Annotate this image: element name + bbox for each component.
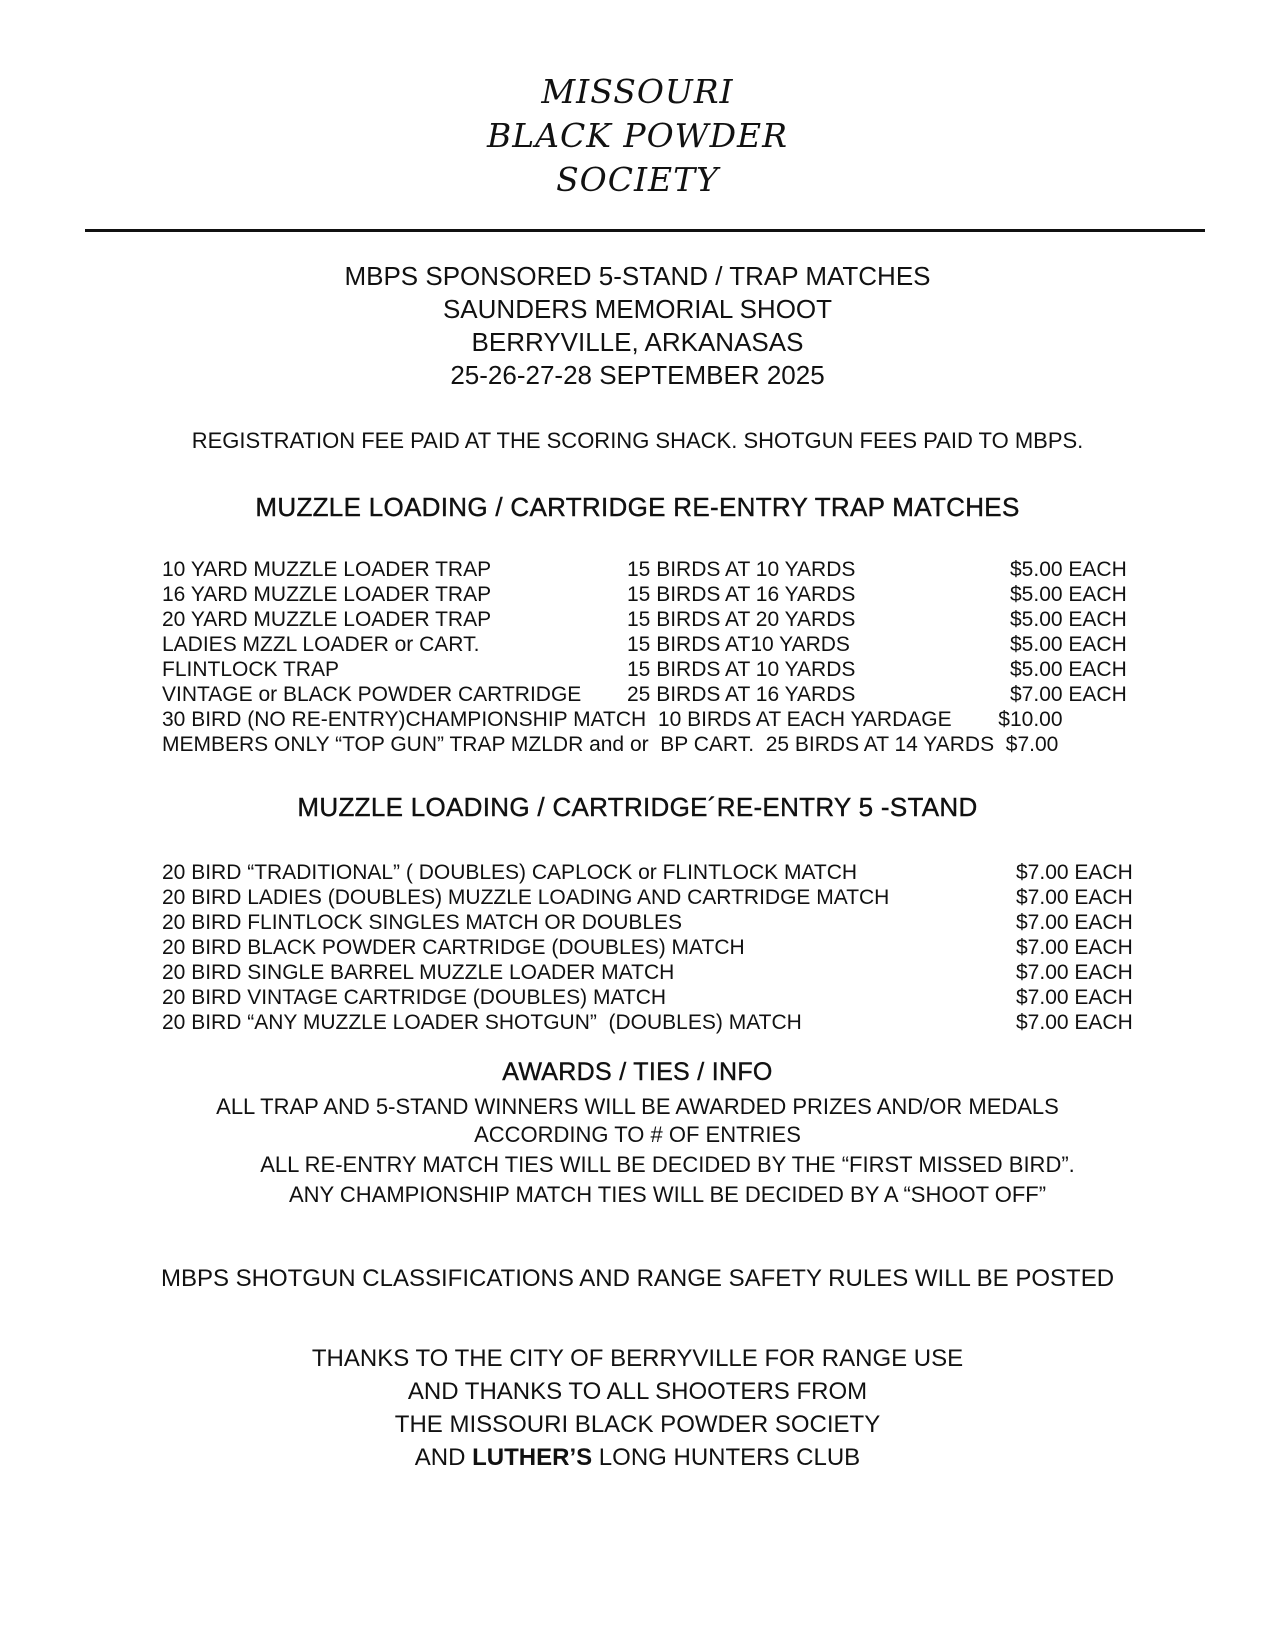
- trap-event: LADIES MZZL LOADER or CART.: [162, 633, 480, 656]
- trap-birds: 15 BIRDS AT10 YARDS: [627, 633, 850, 656]
- five-stand-fee: $7.00 EACH: [1016, 886, 1133, 909]
- event-line: MBPS SPONSORED 5-STAND / TRAP MATCHES: [344, 261, 931, 291]
- five-stand-event: 20 BIRD “TRADITIONAL” ( DOUBLES) CAPLOCK or FLINTLOCK MATCH: [162, 861, 858, 884]
- five-stand-heading: MUZZLE LOADING / CARTRIDGE´RE-ENTRY 5 -STAND: [297, 792, 978, 822]
- five-stand-event: 20 BIRD “ANY MUZZLE LOADER SHOTGUN” (DOUBLES) MATCH: [162, 1011, 802, 1034]
- five-stand-fee: $7.00 EACH: [1016, 911, 1133, 934]
- trap-event: 10 YARD MUZZLE LOADER TRAP: [162, 558, 492, 581]
- trap-special-row: 30 BIRD (NO RE-ENTRY)CHAMPIONSHIP MATCH 10 BIRDS AT EACH YARDAGE $10.00: [162, 708, 1063, 731]
- event-line: SAUNDERS MEMORIAL SHOOT: [442, 294, 833, 324]
- thanks-prefix: AND: [414, 1444, 473, 1471]
- five-stand-event: 20 BIRD FLINTLOCK SINGLES MATCH OR DOUBLES: [162, 911, 683, 934]
- awards-line: ALL RE-ENTRY MATCH TIES WILL BE DECIDED BY THE “FIRST MISSED BIRD”.: [260, 1152, 1075, 1177]
- title-line: BLACK POWDER: [487, 116, 788, 155]
- five-stand-event: 20 BIRD SINGLE BARREL MUZZLE LOADER MATCH: [162, 961, 675, 984]
- trap-event: FLINTLOCK TRAP: [162, 658, 339, 681]
- five-stand-fee: $7.00 EACH: [1016, 861, 1133, 884]
- event-line: 25-26-27-28 SEPTEMBER 2025: [450, 360, 825, 390]
- trap-fee: $5.00 EACH: [1010, 583, 1127, 606]
- trap-fee: $5.00 EACH: [1010, 608, 1127, 631]
- trap-fee: $5.00 EACH: [1010, 633, 1127, 656]
- five-stand-fee: $7.00 EACH: [1016, 961, 1133, 984]
- thanks-suffix: LONG HUNTERS CLUB: [592, 1444, 861, 1471]
- trap-birds: 25 BIRDS AT 16 YARDS: [627, 683, 856, 706]
- trap-special-row: MEMBERS ONLY “TOP GUN” TRAP MZLDR and or BP CART. 25 BIRDS AT 14 YARDS $7.00: [162, 733, 1059, 756]
- five-stand-fee: $7.00 EACH: [1016, 936, 1133, 959]
- trap-birds: 15 BIRDS AT 10 YARDS: [627, 558, 856, 581]
- trap-heading: MUZZLE LOADING / CARTRIDGE RE-ENTRY TRAP MATCHES: [255, 492, 1020, 522]
- trap-event: VINTAGE or BLACK POWDER CARTRIDGE: [162, 683, 582, 706]
- awards-line: ACCORDING TO # OF ENTRIES: [474, 1122, 801, 1147]
- thanks-line: AND THANKS TO ALL SHOOTERS FROM: [407, 1378, 868, 1405]
- trap-fee: $5.00 EACH: [1010, 558, 1127, 581]
- classifications-note: MBPS SHOTGUN CLASSIFICATIONS AND RANGE SAFETY RULES WILL BE POSTED: [160, 1265, 1115, 1292]
- awards-line: ALL TRAP AND 5-STAND WINNERS WILL BE AWARDED PRIZES AND/OR MEDALS: [216, 1094, 1059, 1119]
- trap-birds: 15 BIRDS AT 16 YARDS: [627, 583, 856, 606]
- trap-event: 20 YARD MUZZLE LOADER TRAP: [162, 608, 492, 631]
- trap-birds: 15 BIRDS AT 20 YARDS: [627, 608, 856, 631]
- five-stand-event: 20 BIRD BLACK POWDER CARTRIDGE (DOUBLES) MATCH: [162, 936, 745, 959]
- trap-event: 16 YARD MUZZLE LOADER TRAP: [162, 583, 492, 606]
- title-line: SOCIETY: [556, 160, 719, 199]
- five-stand-fee: $7.00 EACH: [1016, 1011, 1133, 1034]
- five-stand-event: 20 BIRD LADIES (DOUBLES) MUZZLE LOADING AND CARTRIDGE MATCH: [162, 886, 890, 909]
- header-divider: [85, 229, 1205, 232]
- awards-heading: AWARDS / TIES / INFO: [502, 1058, 773, 1086]
- club-name: LUTHER’S: [472, 1444, 593, 1471]
- trap-fee: $5.00 EACH: [1010, 658, 1127, 681]
- trap-fee: $7.00 EACH: [1010, 683, 1127, 706]
- thanks-line: [0, 1441, 1275, 1474]
- thanks-line: THANKS TO THE CITY OF BERRYVILLE FOR RANGE USE: [311, 1345, 964, 1372]
- thanks-block: [0, 1342, 1275, 1474]
- society-title: [0, 70, 1275, 202]
- title-line: MISSOURI: [541, 72, 734, 111]
- five-stand-event: 20 BIRD VINTAGE CARTRIDGE (DOUBLES) MATCH: [162, 986, 667, 1009]
- event-line: BERRYVILLE, ARKANASAS: [471, 327, 804, 357]
- awards-line: ANY CHAMPIONSHIP MATCH TIES WILL BE DECIDED BY A “SHOOT OFF”: [288, 1182, 1047, 1207]
- trap-birds: 15 BIRDS AT 10 YARDS: [627, 658, 856, 681]
- five-stand-fee: $7.00 EACH: [1016, 986, 1133, 1009]
- event-header: [0, 260, 1275, 392]
- registration-note: REGISTRATION FEE PAID AT THE SCORING SHACK. SHOTGUN FEES PAID TO MBPS.: [191, 428, 1084, 453]
- thanks-line: THE MISSOURI BLACK POWDER SOCIETY: [394, 1411, 881, 1438]
